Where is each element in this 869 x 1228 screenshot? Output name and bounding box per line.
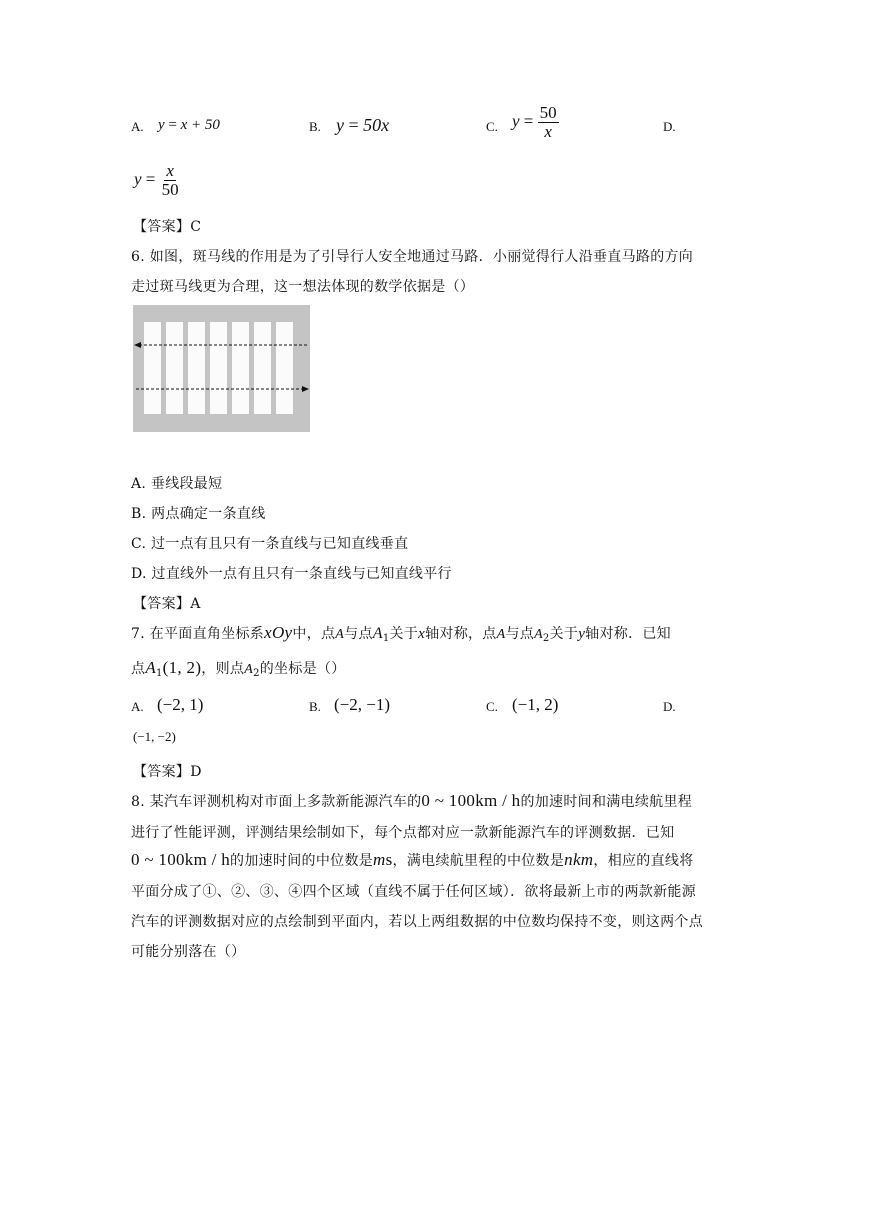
option-a-formula: y = x + 50 [158,117,220,133]
option-d-formula: y = $\frac{x}{50}$ [134,161,179,199]
q5-answer: 【答案】C [133,219,202,235]
arrows [133,305,310,432]
right-arrowhead-icon [302,386,309,392]
q8-stem-line4: 平面分成了①、②、③、④四个区域（直线不属于任何区域）．欲将最新上市的两款新能源 [131,884,696,900]
q8-stem-line1: 8. 某汽车评测机构对市面上多款新能源汽车的0 ~ 100km / h的加速时间和满电续航里程 [131,791,693,810]
q7-option-b-label: B. [309,699,321,714]
q7-option-d-value: (−1, −2) [133,729,176,744]
q7-option-a-value: (−2, 1) [157,695,204,714]
q8-stem-line3: 0 ~ 100km / h的加速时间的中位数是ms，满电续航里程的中位数是nkm，相应的直线将 [131,850,694,869]
option-a-label: A. [131,119,144,134]
left-arrowhead-icon [134,342,141,348]
q7-answer: 【答案】D [133,764,202,780]
option-c-label: C. [486,119,498,134]
q6-option-b: B. 两点确定一条直线 [131,506,266,522]
q7-option-c-label: C. [486,699,498,714]
option-b-formula: y = 50x [336,115,390,135]
q6-answer: 【答案】A [133,596,201,612]
q6-stem-line2: 走过斑马线更为合理，这一想法体现的数学依据是（） [131,279,475,295]
q6-option-d: D. 过直线外一点有且只有一条直线与已知直线平行 [131,566,452,582]
q7-option-b-value: (−2, −1) [334,695,390,714]
q7-stem-line2: 点$A_1(1$, 2)，则点$A_2$的坐标是（） [131,658,346,679]
q6-option-a: A. 垂线段最短 [131,476,223,492]
q8-stem-line5: 汽车的评测数据对应的点绘制到平面内，若以上两组数据的中位数均保持不变，则这两个点 [131,914,703,930]
q7-option-d-label: D. [663,699,676,714]
q6-option-c: C. 过一点有且只有一条直线与已知直线垂直 [131,536,409,552]
crosswalk-figure [133,305,310,432]
q7-option-a-label: A. [131,699,144,714]
q7-option-c-value: (−1, 2) [512,695,559,714]
q6-stem-line1: 6. 如图，斑马线的作用是为了引导行人安全地通过马路．小丽觉得行人沿垂直马路的方向 [131,249,694,265]
q8-stem-line6: 可能分别落在（） [131,944,246,960]
option-c-formula: y = $\frac{50}{x}$ [512,103,557,141]
q7-stem-line1: 7. 在平面直角坐标系xOy中，点A与点$A_1$关于x轴对称，点A与点$A_2$关于y轴对称．已知 [131,623,671,644]
q8-stem-line2: 进行了性能评测，评测结果绘制如下，每个点都对应一款新能源汽车的评测数据．已知 [131,825,675,841]
option-d-label: D. [663,119,676,134]
option-b-label: B. [309,119,321,134]
